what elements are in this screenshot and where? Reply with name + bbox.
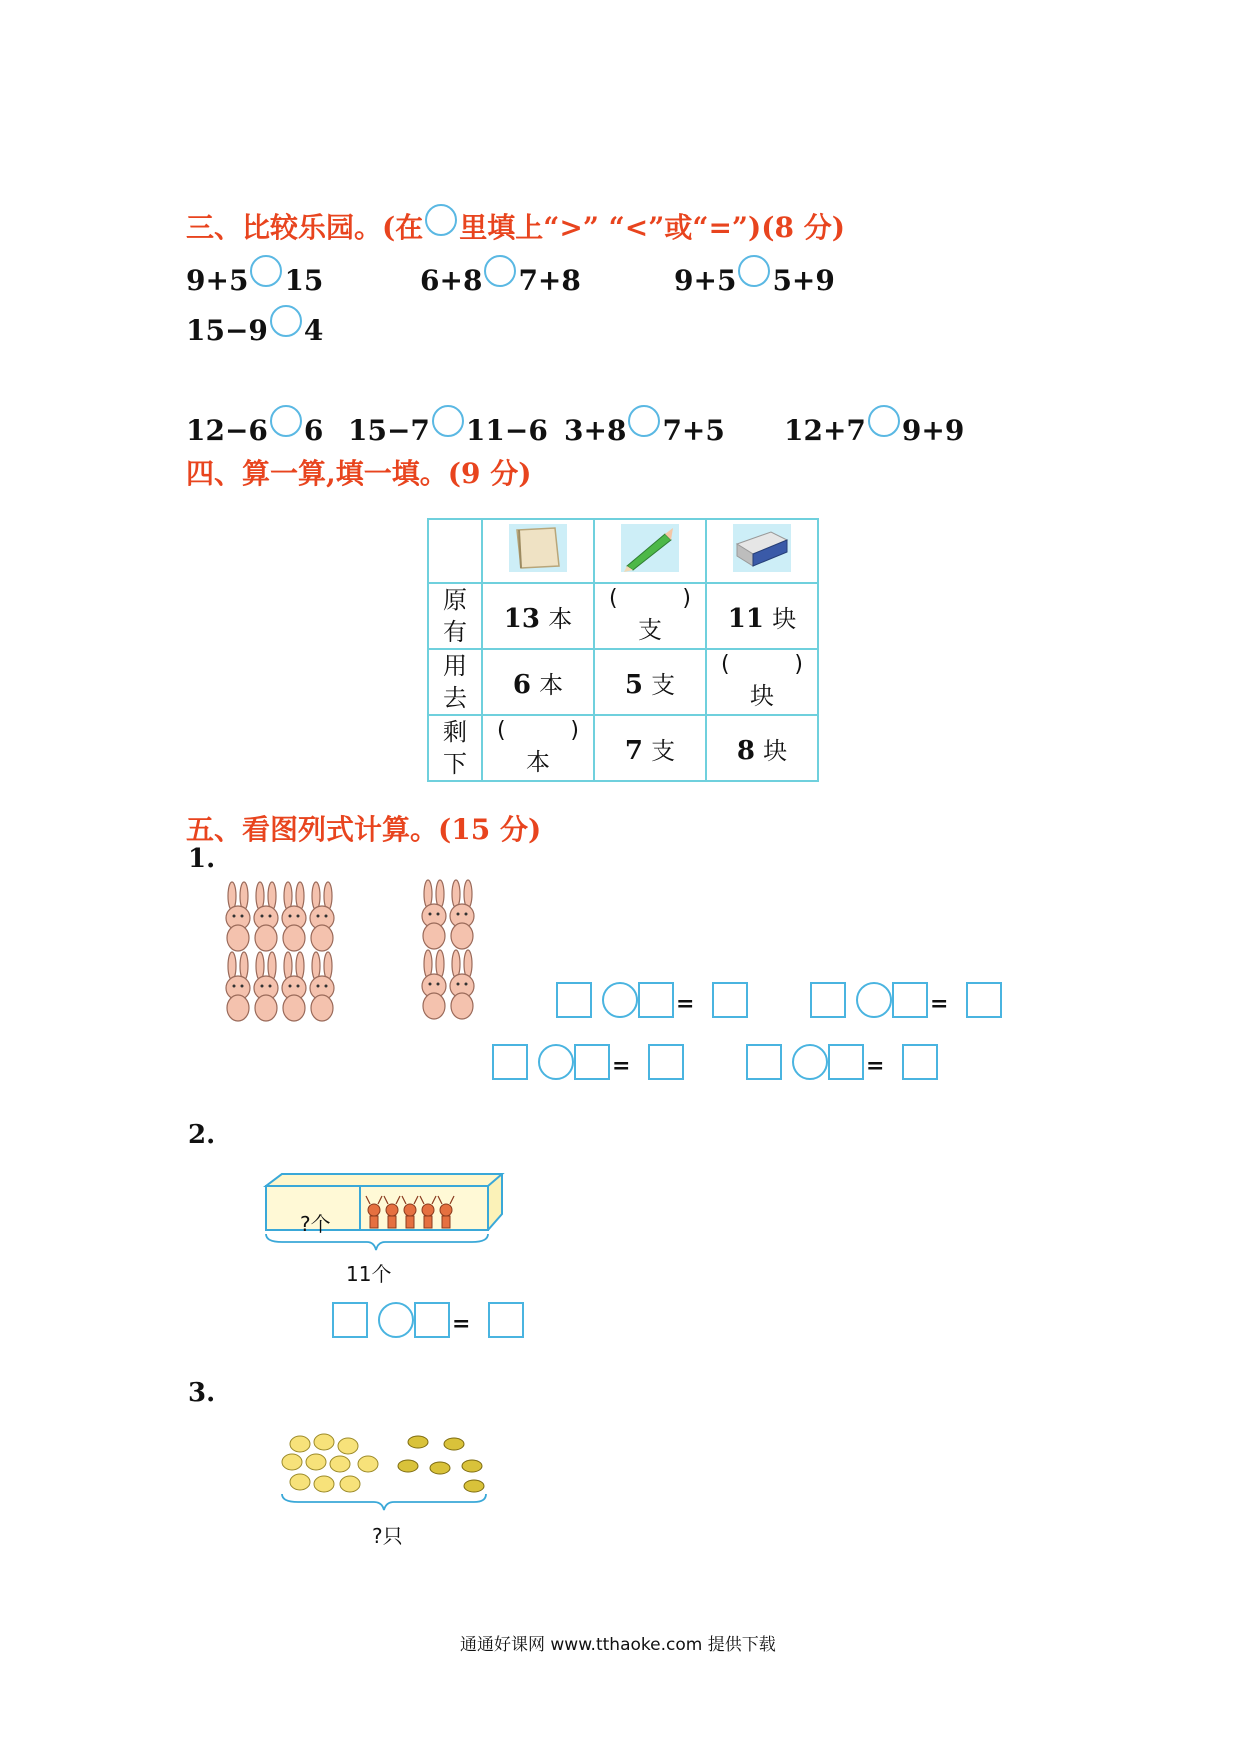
supplies-table [427, 518, 819, 782]
operator-circle[interactable] [602, 982, 638, 1018]
question-3-label: 3. [188, 1378, 216, 1408]
answer-box[interactable] [492, 1044, 528, 1080]
footer-text: 通通好课网 www.tthaoke.com 提供下载 [460, 1635, 776, 1655]
equation-row-1a: = [556, 982, 748, 1018]
operator-circle[interactable] [856, 982, 892, 1018]
answer-box[interactable] [810, 982, 846, 1018]
answer-box[interactable] [556, 982, 592, 1018]
section3-title: 三、比较乐园。(在 里填上“>” “<”或“=”)(8 分) [186, 206, 845, 246]
answer-box[interactable] [414, 1302, 450, 1338]
answer-box[interactable] [332, 1302, 368, 1338]
cell-notebook-remaining[interactable]: ( ) 本 [482, 715, 594, 781]
compare-item-8: 12+7 9+9 [784, 414, 964, 447]
title-circle-icon [425, 204, 457, 236]
notebook-header-cell [482, 519, 594, 583]
notebook-icon [507, 522, 569, 574]
question-1-label: 1. [188, 844, 216, 874]
eraser-header-cell [706, 519, 818, 583]
compare-answer-circle[interactable] [432, 405, 464, 437]
chicks-total-label: ?只 [372, 1524, 403, 1548]
answer-box[interactable] [574, 1044, 610, 1080]
cell-eraser-used[interactable]: ( ) 块 [706, 649, 818, 715]
cell-notebook-original: 13 本 [482, 583, 594, 649]
eraser-icon [731, 522, 793, 574]
answer-box[interactable] [828, 1044, 864, 1080]
answer-box[interactable] [966, 982, 1002, 1018]
compare-answer-circle[interactable] [250, 255, 282, 287]
table-corner-cell [428, 519, 482, 583]
compare-item-1: 9+5 15 [186, 264, 323, 297]
answer-box[interactable] [902, 1044, 938, 1080]
section4-title: 四、算一算,填一填。(9 分) [186, 457, 532, 490]
equation-row-1d: = [746, 1044, 938, 1080]
answer-box[interactable] [648, 1044, 684, 1080]
cell-eraser-original: 11 块 [706, 583, 818, 649]
chicks-illustration [278, 1428, 508, 1518]
cell-notebook-used: 6 本 [482, 649, 594, 715]
answer-box[interactable] [638, 982, 674, 1018]
equation-row-1c: = [492, 1044, 684, 1080]
compare-item-5: 12−6 6 [186, 414, 323, 447]
rabbits-illustration [216, 878, 496, 1028]
row-head-used: 用 去 [428, 649, 482, 715]
question-2-label: 2. [188, 1120, 216, 1150]
answer-box[interactable] [746, 1044, 782, 1080]
total-count-label: 11个 [346, 1262, 392, 1286]
cell-pencil-remaining: 7 支 [594, 715, 706, 781]
equation-row-1b: = [810, 982, 1002, 1018]
compare-answer-circle[interactable] [738, 255, 770, 287]
cell-pencil-used: 5 支 [594, 649, 706, 715]
compare-item-6: 15−7 11−6 [348, 414, 548, 447]
answer-box[interactable] [712, 982, 748, 1018]
row-head-original: 原 有 [428, 583, 482, 649]
compare-answer-circle[interactable] [628, 405, 660, 437]
compare-answer-circle[interactable] [484, 255, 516, 287]
operator-circle[interactable] [538, 1044, 574, 1080]
compare-item-7: 3+8 7+5 [564, 414, 725, 447]
operator-circle[interactable] [378, 1302, 414, 1338]
compare-answer-circle[interactable] [270, 405, 302, 437]
compare-item-4: 15−9 4 [186, 314, 323, 347]
row-head-remaining: 剩 下 [428, 715, 482, 781]
answer-box[interactable] [892, 982, 928, 1018]
equation-row-2: = [332, 1302, 524, 1338]
compare-answer-circle[interactable] [270, 305, 302, 337]
compare-item-3: 9+5 5+9 [674, 264, 835, 297]
unknown-count-label: ?个 [300, 1212, 331, 1236]
pencil-header-cell [594, 519, 706, 583]
compare-item-2: 6+8 7+8 [420, 264, 581, 297]
operator-circle[interactable] [792, 1044, 828, 1080]
cell-eraser-remaining: 8 块 [706, 715, 818, 781]
answer-box[interactable] [488, 1302, 524, 1338]
pencil-icon [619, 522, 681, 574]
compare-answer-circle[interactable] [868, 405, 900, 437]
section5-title: 五、看图列式计算。(15 分) [186, 813, 542, 846]
cell-pencil-original[interactable]: ( ) 支 [594, 583, 706, 649]
